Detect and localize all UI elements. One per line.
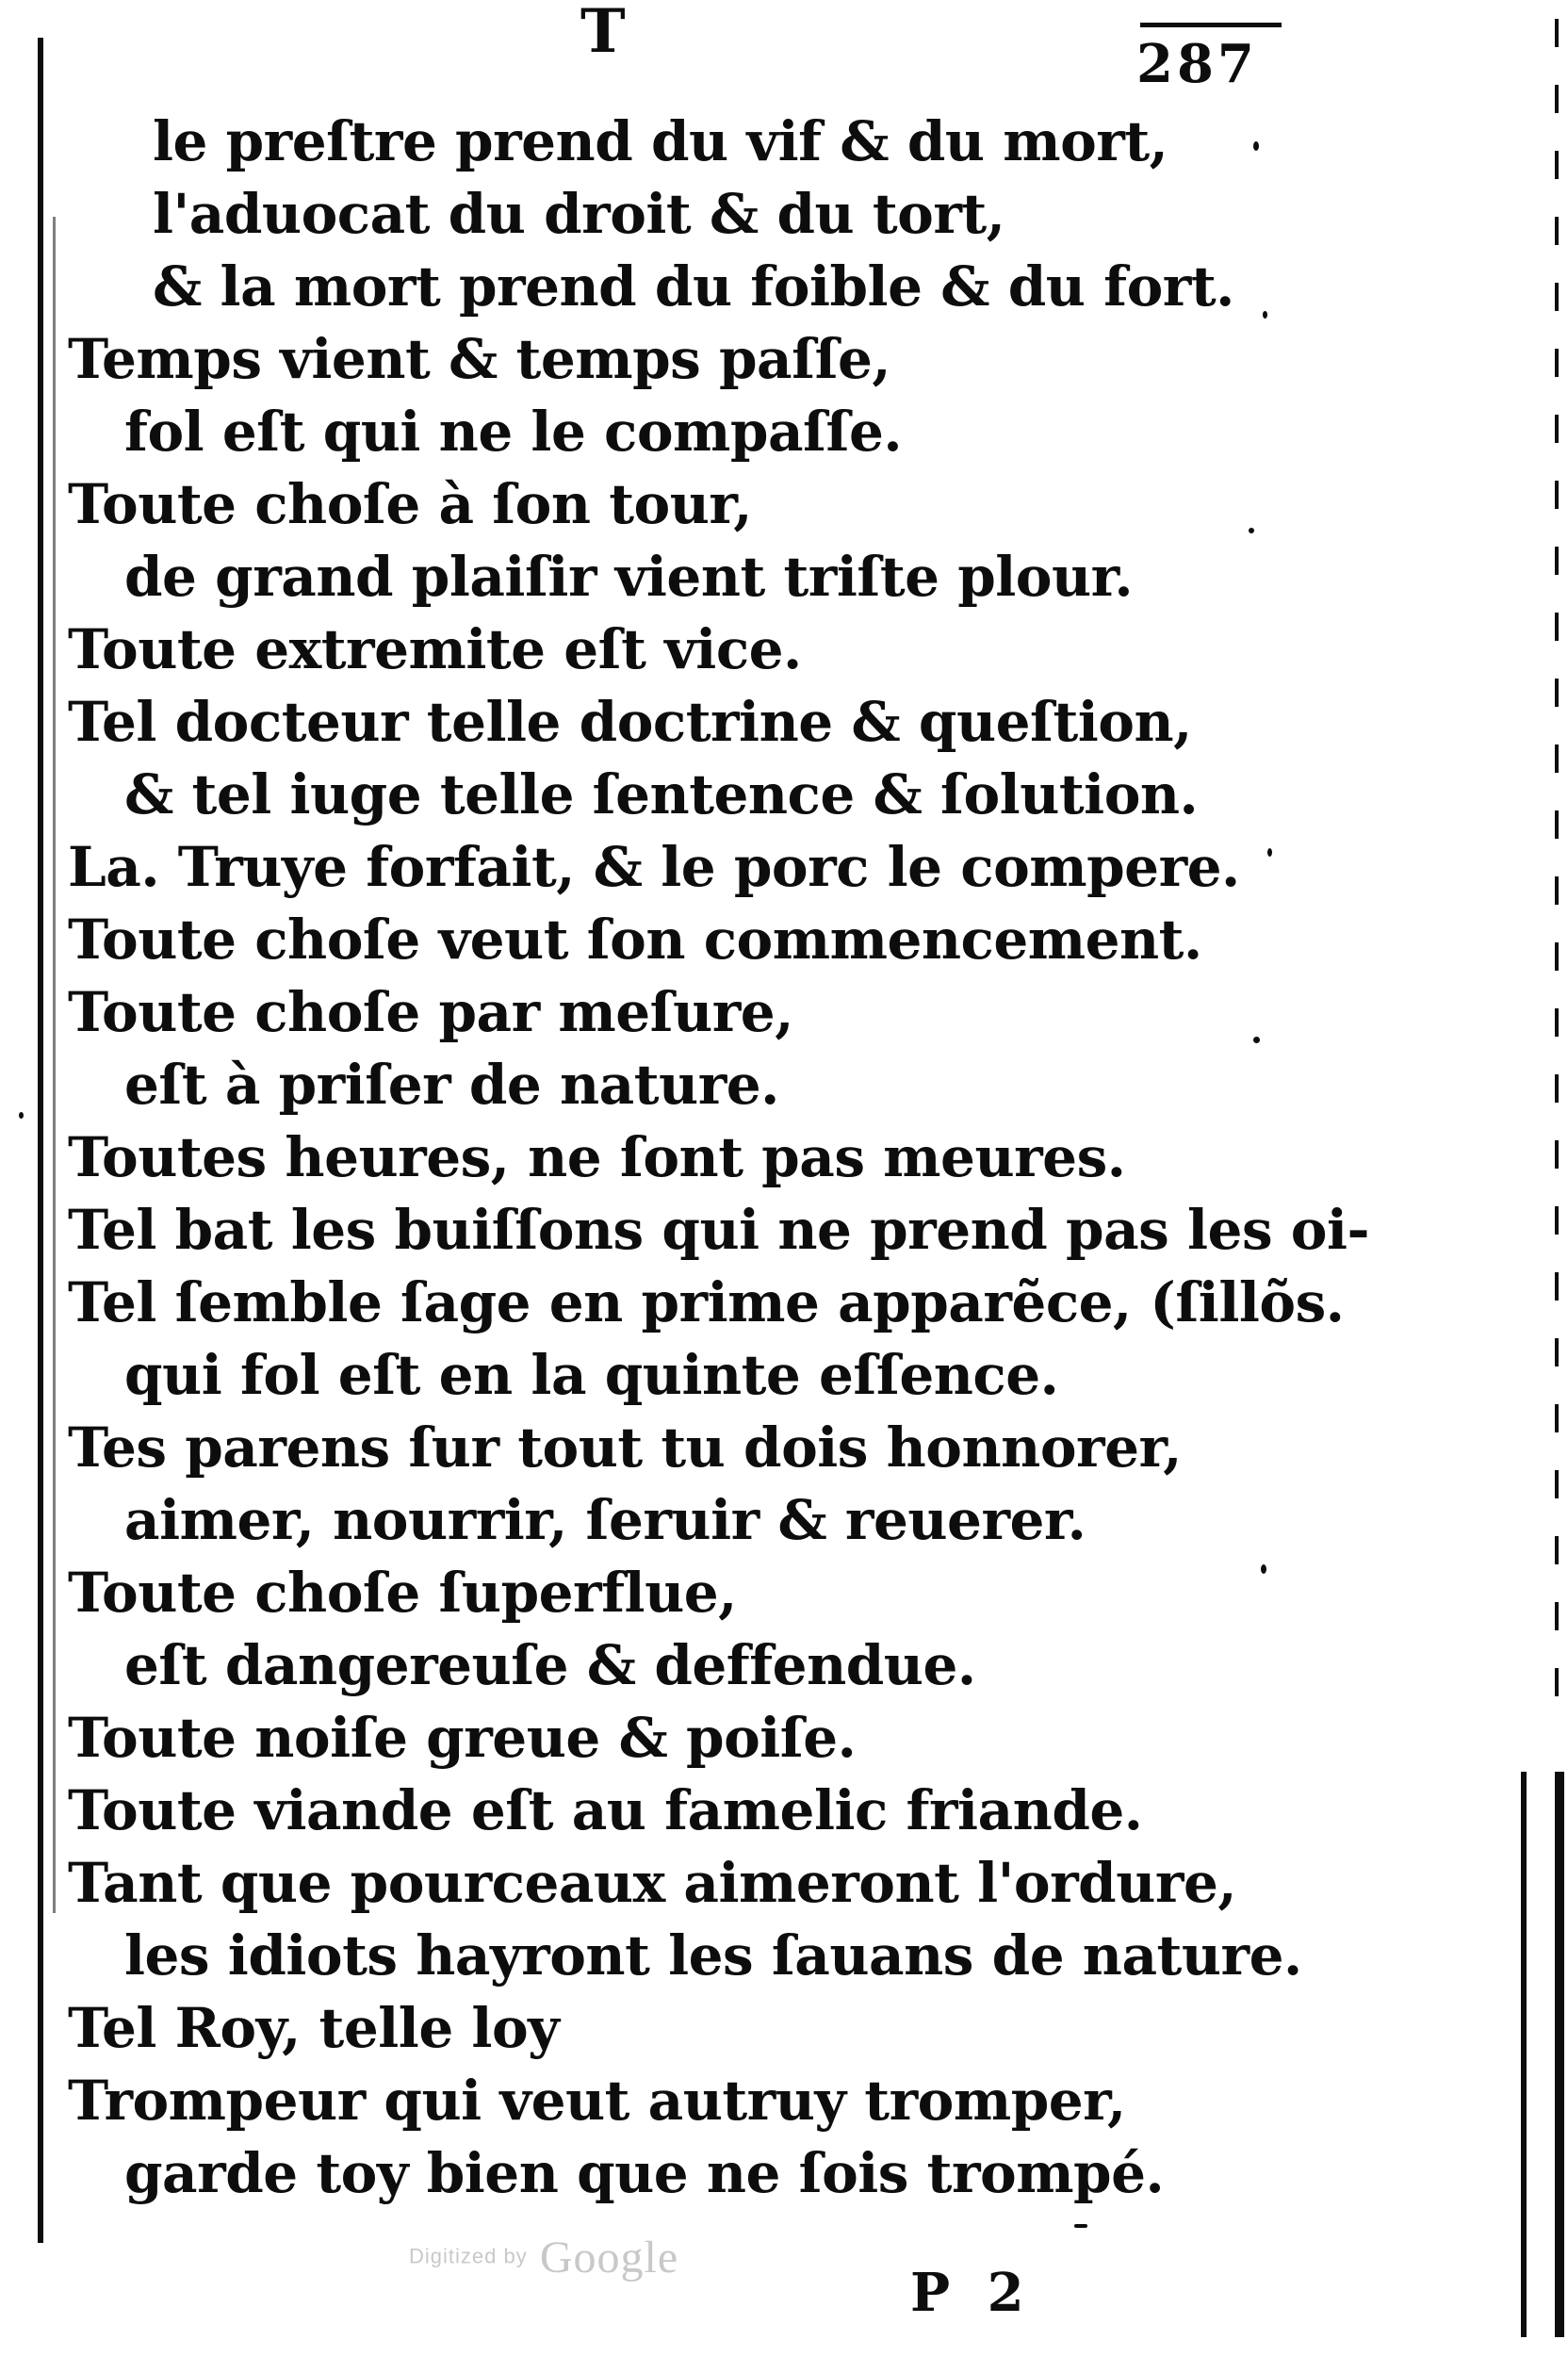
running-head-letter: T <box>580 0 626 67</box>
watermark-prefix: Digitized by <box>409 2244 528 2268</box>
print-speck <box>1253 1037 1260 1043</box>
text-line: Toute choſe veut ſon commencement. <box>68 908 1202 972</box>
text-line: Toute noiſe greue & poiſe. <box>68 1706 857 1770</box>
print-speck <box>1253 141 1259 151</box>
page-number: 287 <box>1136 33 1258 95</box>
text-line: & tel iuge telle ſentence & ſolution. <box>124 762 1199 826</box>
text-line: Tant que pourceaux aimeront l'ordure, <box>68 1851 1237 1915</box>
text-line: qui fol eſt en la quinte eſſence. <box>124 1343 1059 1407</box>
print-speck <box>1074 2224 1087 2228</box>
text-line: Toute extremite eſt vice. <box>68 617 802 681</box>
digitization-watermark <box>409 2232 678 2283</box>
signature-mark: P 2 <box>910 2262 1034 2324</box>
print-speck <box>1267 848 1272 857</box>
text-line: le preſtre prend du vif & du mort, <box>153 109 1168 173</box>
page-edge-bar <box>1555 1772 1564 2337</box>
print-speck <box>1261 1564 1266 1574</box>
text-line: aimer, nourrir, ſeruir & reuerer. <box>124 1488 1086 1552</box>
text-line: Tel Roy, telle loy <box>68 1996 560 2060</box>
text-line: l'aduocat du droit & du tort, <box>153 182 1005 246</box>
page-edge-bar-inner <box>1521 1772 1527 2337</box>
google-logo-icon: Google <box>539 2233 679 2282</box>
text-line: Tes parens ſur tout tu dois honnorer, <box>68 1415 1182 1480</box>
text-line: Tel bat les buiſſons qui ne prend pas les oi- <box>68 1198 1370 1262</box>
text-line: eſt dangereuſe & deffendue. <box>124 1633 976 1697</box>
text-line: Temps vient & temps paſſe, <box>68 327 891 391</box>
proverb-text-block <box>68 106 1370 2210</box>
text-line: Tel ſemble ſage en prime apparẽce, (ſillõs. <box>68 1270 1345 1334</box>
text-line: Toute viande eſt au famelic friande. <box>68 1778 1143 1842</box>
print-speck <box>1263 311 1267 319</box>
gutter-rule <box>38 38 43 2243</box>
page-edge-marks <box>1555 19 1559 1715</box>
text-line: garde toy bien que ne ſois trompé. <box>124 2141 1165 2205</box>
gutter-shadow <box>53 217 56 1913</box>
header-rule <box>1140 23 1282 27</box>
text-line: eſt à priſer de nature. <box>124 1053 779 1117</box>
text-line: de grand plaiſir vient triſte plour. <box>124 545 1134 609</box>
text-line: Toute choſe ſuperflue, <box>68 1561 737 1625</box>
text-line: les idiots hayront les ſauans de nature. <box>124 1923 1302 1988</box>
text-line: & la mort prend du foible & du fort. <box>153 254 1234 319</box>
text-line: Tel docteur telle doctrine & queſtion, <box>68 690 1192 754</box>
text-line: fol eſt qui ne le compaſſe. <box>124 400 903 464</box>
print-speck <box>19 1112 24 1119</box>
text-line: Toute choſe par meſure, <box>68 980 793 1044</box>
text-line: Trompeur qui veut autruy tromper, <box>68 2069 1126 2133</box>
print-speck <box>1249 528 1254 533</box>
text-line: Toutes heures, ne ſont pas meures. <box>68 1125 1126 1189</box>
text-line: Toute choſe à ſon tour, <box>68 472 752 536</box>
text-line: La. Truye forfait, & le porc le compere. <box>68 835 1240 899</box>
